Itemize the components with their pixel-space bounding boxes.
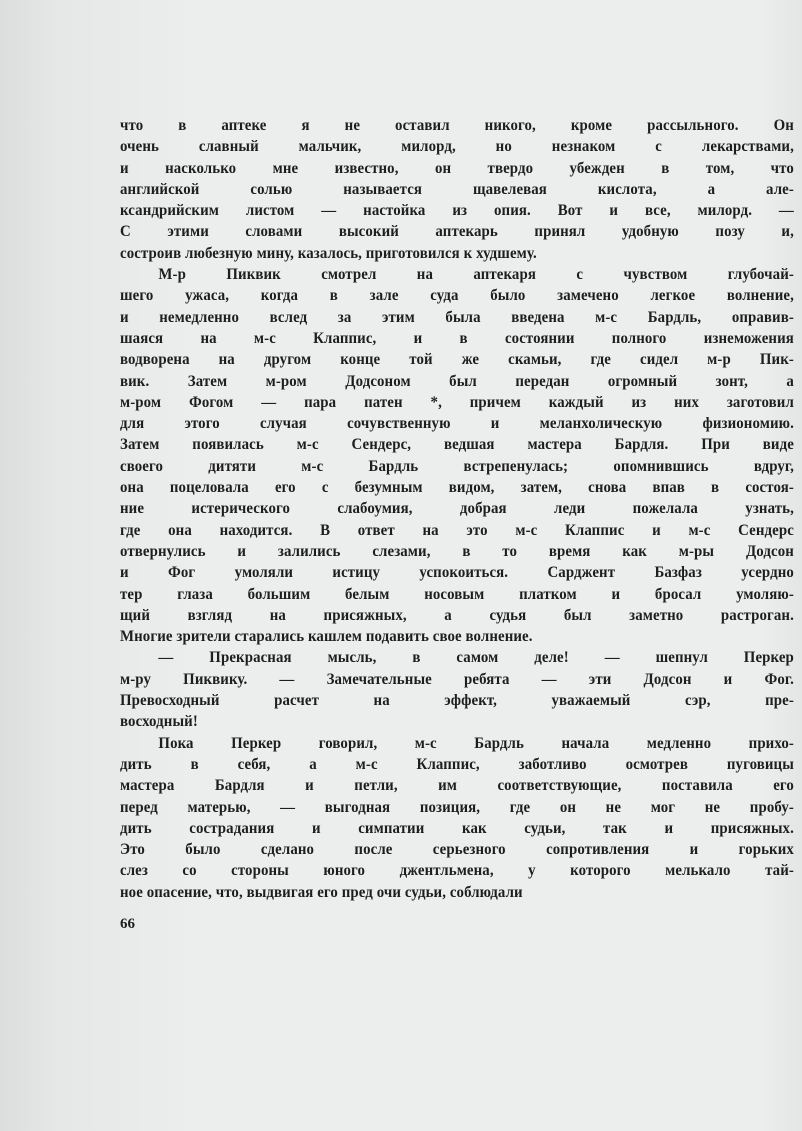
text-line: состроив любезную мину, казалось, приготовился к худшему. [120,244,537,262]
text-line: — Прекрасная мысль, в самом деле! — шепнул Перкер [158,649,794,667]
text-line: она поцеловала его с безумным видом, затем, снова впав в состоя- [120,479,794,497]
text-line: мастера Бардля и петли, им соответствующие, поставила его [120,777,794,795]
text-line: ние истерического слабоумия, добрая леди пожелала узнать, [120,500,794,518]
text-line: и Фог умоляли истицу успокоиться. Сарджент Базфаз усердно [120,564,794,582]
text-line: шаяся на м-с Клаппис, и в состоянии полного изнеможения [120,329,794,347]
text-line: где она находится. В ответ на это м-с Клаппис и м-с Сендерс [120,521,794,539]
text-line: и насколько мне известно, он твердо убежден в том, что [120,159,794,177]
text-line: дить в себя, а м-с Клаппис, заботливо осмотрев пуговицы [120,755,794,773]
text-line: для этого случая сочувственную и меланхолическую физиономию. [120,415,794,433]
text-line: С этими словами высокий аптекарь принял удобную позу и, [120,223,794,241]
text-line: Затем появилась м-с Сендерс, ведшая мастера Бардля. При виде [120,436,794,454]
page-number: 66 [120,916,135,932]
text-line: Многие зрители старались кашлем подавить свое волнение. [120,628,533,646]
text-line: вик. Затем м-ром Додсоном был передан огромный зонт, а [120,372,794,390]
text-line: дить сострадания и симпатии как судьи, так и присяжных. [120,819,794,837]
body-text [120,115,795,903]
text-line: восходный! [120,713,198,731]
text-line: ное опасение, что, выдвигая его пред очи судьи, соблюдали [120,883,523,901]
text-line: тер глаза большим белым носовым платком и бросал умоляю- [120,585,794,603]
text-line: что в аптеке я не оставил никого, кроме рассыльного. Он [120,117,794,134]
text-line: перед матерью, — выгодная позиция, где он не мог не пробу- [120,798,794,816]
text-line: щий взгляд на присяжных, а судья был заметно растроган. [120,606,794,624]
text-line: Пока Перкер говорил, м-с Бардль начала медленно прихо- [158,734,794,752]
text-line: м-ром Фогом — пара патен *, причем каждый из них заготовил [120,393,794,411]
text-line: Превосходный расчет на эффект, уважаемый сэр, пре- [120,692,794,710]
text-line: английской солью называется щавелевая кислота, а але- [120,180,794,198]
text-line: Это было сделано после серьезного сопротивления и горьких [120,841,794,859]
text-line: м-ру Пиквику. — Замечательные ребята — эти Додсон и Фог. [120,670,794,688]
text-line: очень славный мальчик, милорд, но незнаком с лекарствами, [120,138,794,156]
text-line: М-р Пиквик смотрел на аптекаря с чувством глубочай- [158,266,794,284]
text-line: ксандрийским листом — настойка из опия. Вот и все, милорд. — [120,202,794,220]
text-line: водворена на другом конце той же скамьи, где сидел м-р Пик- [120,351,794,369]
text-line: своего дитяти м-с Бардль встрепенулась; опомнившись вдруг, [120,457,794,475]
text-line: шего ужаса, когда в зале суда было замечено легкое волнение, [120,287,794,305]
text-line: и немедленно вслед за этим была введена м-с Бардль, оправив- [120,308,794,326]
text-line: отвернулись и залились слезами, в то время как м-ры Додсон [120,542,794,560]
text-line: слез со стороны юного джентльмена, у которого мелькало тай- [120,862,794,880]
